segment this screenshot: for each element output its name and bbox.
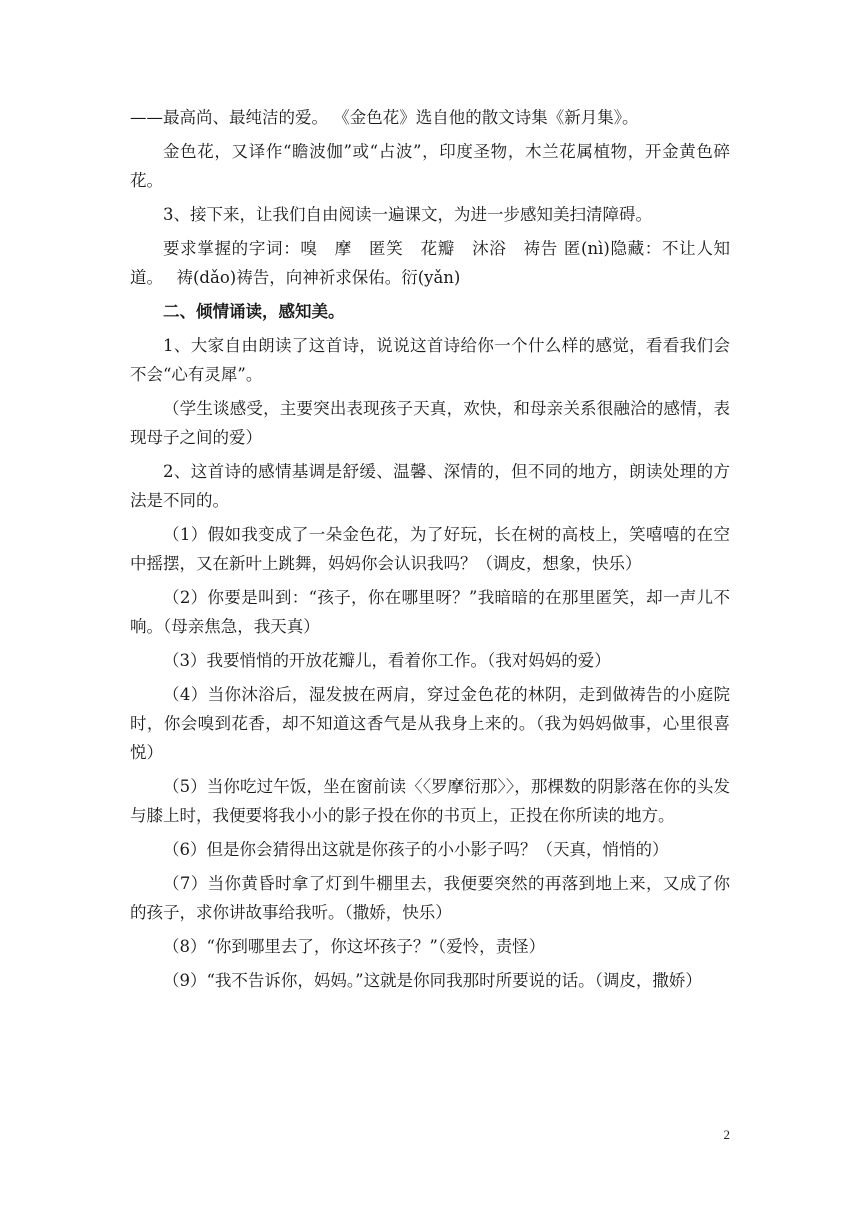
paragraph: 2、这首诗的感情基调是舒缓、温馨、深情的，但不同的地方，朗读处理的方法是不同的。 <box>130 462 730 510</box>
paragraph: ——最高尚、最纯洁的爱。 《金色花》选自他的散文诗集《新月集》。 <box>130 108 639 127</box>
paragraph: 3、接下来，让我们自由阅读一遍课文，为进一步感知美扫清障碍。 <box>163 205 652 224</box>
paragraph: 金色花，又译作“瞻波伽”或“占波”，印度圣物，木兰花属植物，开金黄色碎花。 <box>130 142 730 190</box>
paragraph: （4）当你沐浴后，湿发披在两肩，穿过金色花的林阴，走到做祷告的小庭院时，你会嗅到花香，却不知道这香气是从我身上来的。（我为妈妈做事，心里很喜悦） <box>130 685 730 762</box>
paragraph: （2）你要是叫到：“孩子，你在哪里呀？”我暗暗的在那里匿笑，却一声儿不响。（母亲焦急，我天真） <box>130 588 730 636</box>
paragraph: （8）“你到哪里去了，你这坏孩子？”（爱怜，责怪） <box>163 937 546 956</box>
paragraph: 1、大家自由朗读了这首诗，说说这首诗给你一个什么样的感觉，看看我们会不会“心有灵犀”。 <box>130 336 730 384</box>
paragraph: （5）当你吃过午饭，坐在窗前读〈〈罗摩衍那〉〉，那棵数的阴影落在你的头发与膝上时，我便要将我小小的影子投在你的书页上，正投在你所读的地方。 <box>130 777 730 825</box>
section-heading: 二、倾情诵读，感知美。 <box>163 302 345 321</box>
paragraph: （6）但是你会猜得出这就是你孩子的小小影子吗？（天真，悄悄的） <box>163 840 669 859</box>
body-text <box>130 103 730 1000</box>
paragraph: 要求掌握的字词：嗅 摩 匿笑 花瓣 沐浴 祷告 匿(nì)隐藏：不让人知道。 祷(dǎo)祷告，向神祈求保佑。衍(yǎn) <box>130 239 730 287</box>
paragraph: （1）假如我变成了一朵金色花，为了好玩，长在树的高枝上，笑嘻嘻的在空中摇摆，又在新叶上跳舞，妈妈你会认识我吗？（调皮，想象，快乐） <box>130 525 730 573</box>
paragraph: （9）“我不告诉你，妈妈。”这就是你同我那时所要说的话。（调皮，撒娇） <box>163 971 702 990</box>
page-number: 2 <box>723 1127 730 1142</box>
paragraph: （学生谈感受，主要突出表现孩子天真，欢快，和母亲关系很融洽的感情，表现母子之间的爱） <box>130 399 730 447</box>
paragraph: （3）我要悄悄的开放花瓣儿，看着你工作。（我对妈妈的爱） <box>163 651 611 670</box>
paragraph: （7）当你黄昏时拿了灯到牛棚里去，我便要突然的再落到地上来，又成了你的孩子，求你讲故事给我听。（撒娇，快乐） <box>130 874 730 922</box>
